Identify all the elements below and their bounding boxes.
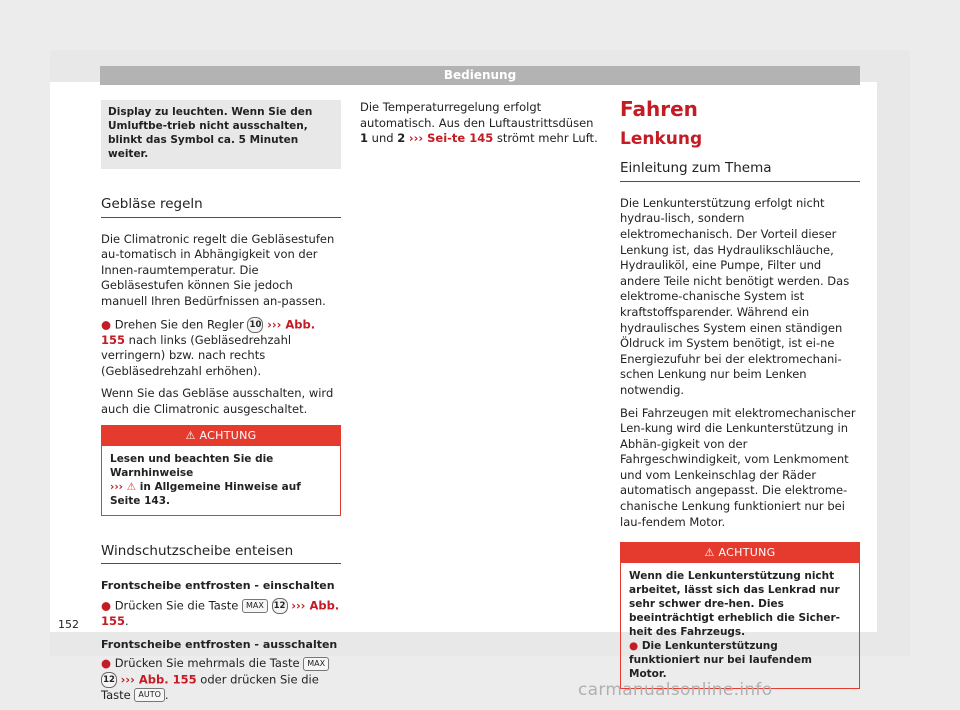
warning-body: Wenn die Lenkunterstützung nicht arbeitet, lässt sich das Lenkrad nur sehr schwer dre-hen. Dies beeinträchtigt erheblich die Sicher-heit des Fahrzeugs. ● Die Lenkunterstützung funktioniert nur bei laufendem Motor. (629, 570, 840, 681)
figure-link[interactable]: ››› Abb. 155 (101, 598, 340, 628)
watermark: carmanualsonline.info (578, 680, 773, 700)
topic-title: Lenkung (620, 128, 703, 149)
max-defrost-button-icon: MAX (303, 657, 329, 671)
bullet-item: ● Drehen Sie den Regler 10 ››› Abb. 155 nach links (Gebläsedrehzahl verringern) bzw. nach rechts (Gebläsedrehzahl erhöhen). (101, 317, 316, 378)
subheading: Frontscheibe entfrosten - einschalten (101, 579, 335, 593)
max-defrost-button-icon: MAX (242, 599, 268, 613)
section-title-einleitung: Einleitung zum Thema (620, 161, 860, 182)
bullet-icon: ● (101, 317, 112, 332)
warning-header: ⚠ ACHTUNG (621, 543, 859, 563)
section-title-geblaese: Gebläse regeln (101, 197, 341, 218)
chapter-title: Fahren (620, 97, 698, 121)
callout-number: 12 (101, 672, 117, 688)
section-title-windschutz: Windschutzscheibe enteisen (101, 544, 341, 565)
column-right (620, 97, 860, 689)
callout-number: 10 (247, 317, 263, 333)
figure-link[interactable]: ››› Abb. 155 (120, 672, 197, 687)
warning-box (620, 542, 860, 689)
page-header: Bedienung (100, 66, 860, 85)
info-note: Display zu leuchten. Wenn Sie den Umluftbe-trieb nicht ausschalten, blinkt das Symbol ca. 5 Minuten weiter. (101, 100, 341, 169)
bullet-item: ● Drücken Sie mehrmals die Taste MAX 12 ››› Abb. 155 oder drücken Sie die Taste AUTO . (101, 656, 341, 703)
page-link[interactable]: ››› ⚠ (110, 480, 137, 493)
callout-number: 12 (272, 598, 288, 614)
column-left (101, 100, 341, 710)
page-number: 152 (58, 618, 79, 631)
paragraph: Wenn Sie das Gebläse ausschalten, wird auch die Climatronic ausgeschaltet. (101, 386, 334, 417)
bullet-icon: ● (629, 640, 639, 653)
warning-icon: ⚠ (704, 546, 715, 560)
page-link[interactable]: ››› Sei-te 145 (408, 131, 494, 146)
paragraph: Die Temperaturregelung erfolgt automatisch. Aus den Luftaustrittsdüsen 1 und 2 ››› Sei-te 145 strömt mehr Luft. (360, 100, 598, 146)
column-middle (360, 100, 600, 154)
warning-box (101, 425, 341, 516)
bullet-item: ● Drücken Sie die Taste MAX 12 ››› Abb. 155. (101, 598, 340, 628)
bullet-icon: ● (101, 656, 112, 671)
paragraph: Die Climatronic regelt die Gebläsestufen au-tomatisch in Abhängigkeit von der Innen-raumtemperatur. Die Gebläsestufen können Sie jedoch manuell Ihren Bedürfnissen an-passen. (101, 231, 335, 308)
auto-button-icon: AUTO (134, 688, 165, 702)
warning-header: ⚠ ACHTUNG (102, 426, 340, 446)
figure-link[interactable]: ››› Abb. 155 (101, 317, 316, 347)
bullet-icon: ● (101, 598, 112, 613)
paragraph: Bei Fahrzeugen mit elektromechanischer Len-kung wird die Lenkunterstützung in Abhän-gigkeit von der Fahrgeschwindigkeit, vom Lenkmoment und vom Lenkeinschlag der Räder automatisch angepasst. Die elektrome-chanische Lenkung funktioniert nur bei lau-fendem Motor. (620, 405, 856, 529)
warning-icon: ⚠ (185, 428, 196, 442)
warning-body: Lesen und beachten Sie die Warnhinweise ››› ⚠ in Allgemeine Hinweise auf Seite 143. (110, 452, 301, 507)
warning-icon: ⚠ (126, 480, 137, 493)
subheading: Frontscheibe entfrosten - ausschalten (101, 637, 338, 651)
paragraph: Die Lenkunterstützung erfolgt nicht hydrau-lisch, sondern elektromechanisch. Der Vorteil dieser Lenkung ist, das Hydraulikschläuche, Hydrauliköl, eine Pumpe, Filter und andere Teile nicht benötigt werden. Das elektrome-chanische System ist kraftstoffsparender. Während ein hydraulisches System einen ständigen Öldruck im System benötigt, ist ei-ne Energiezufuhr bei der elektromechani-schen Lenkung nur beim Lenken notwendig. (620, 195, 850, 397)
